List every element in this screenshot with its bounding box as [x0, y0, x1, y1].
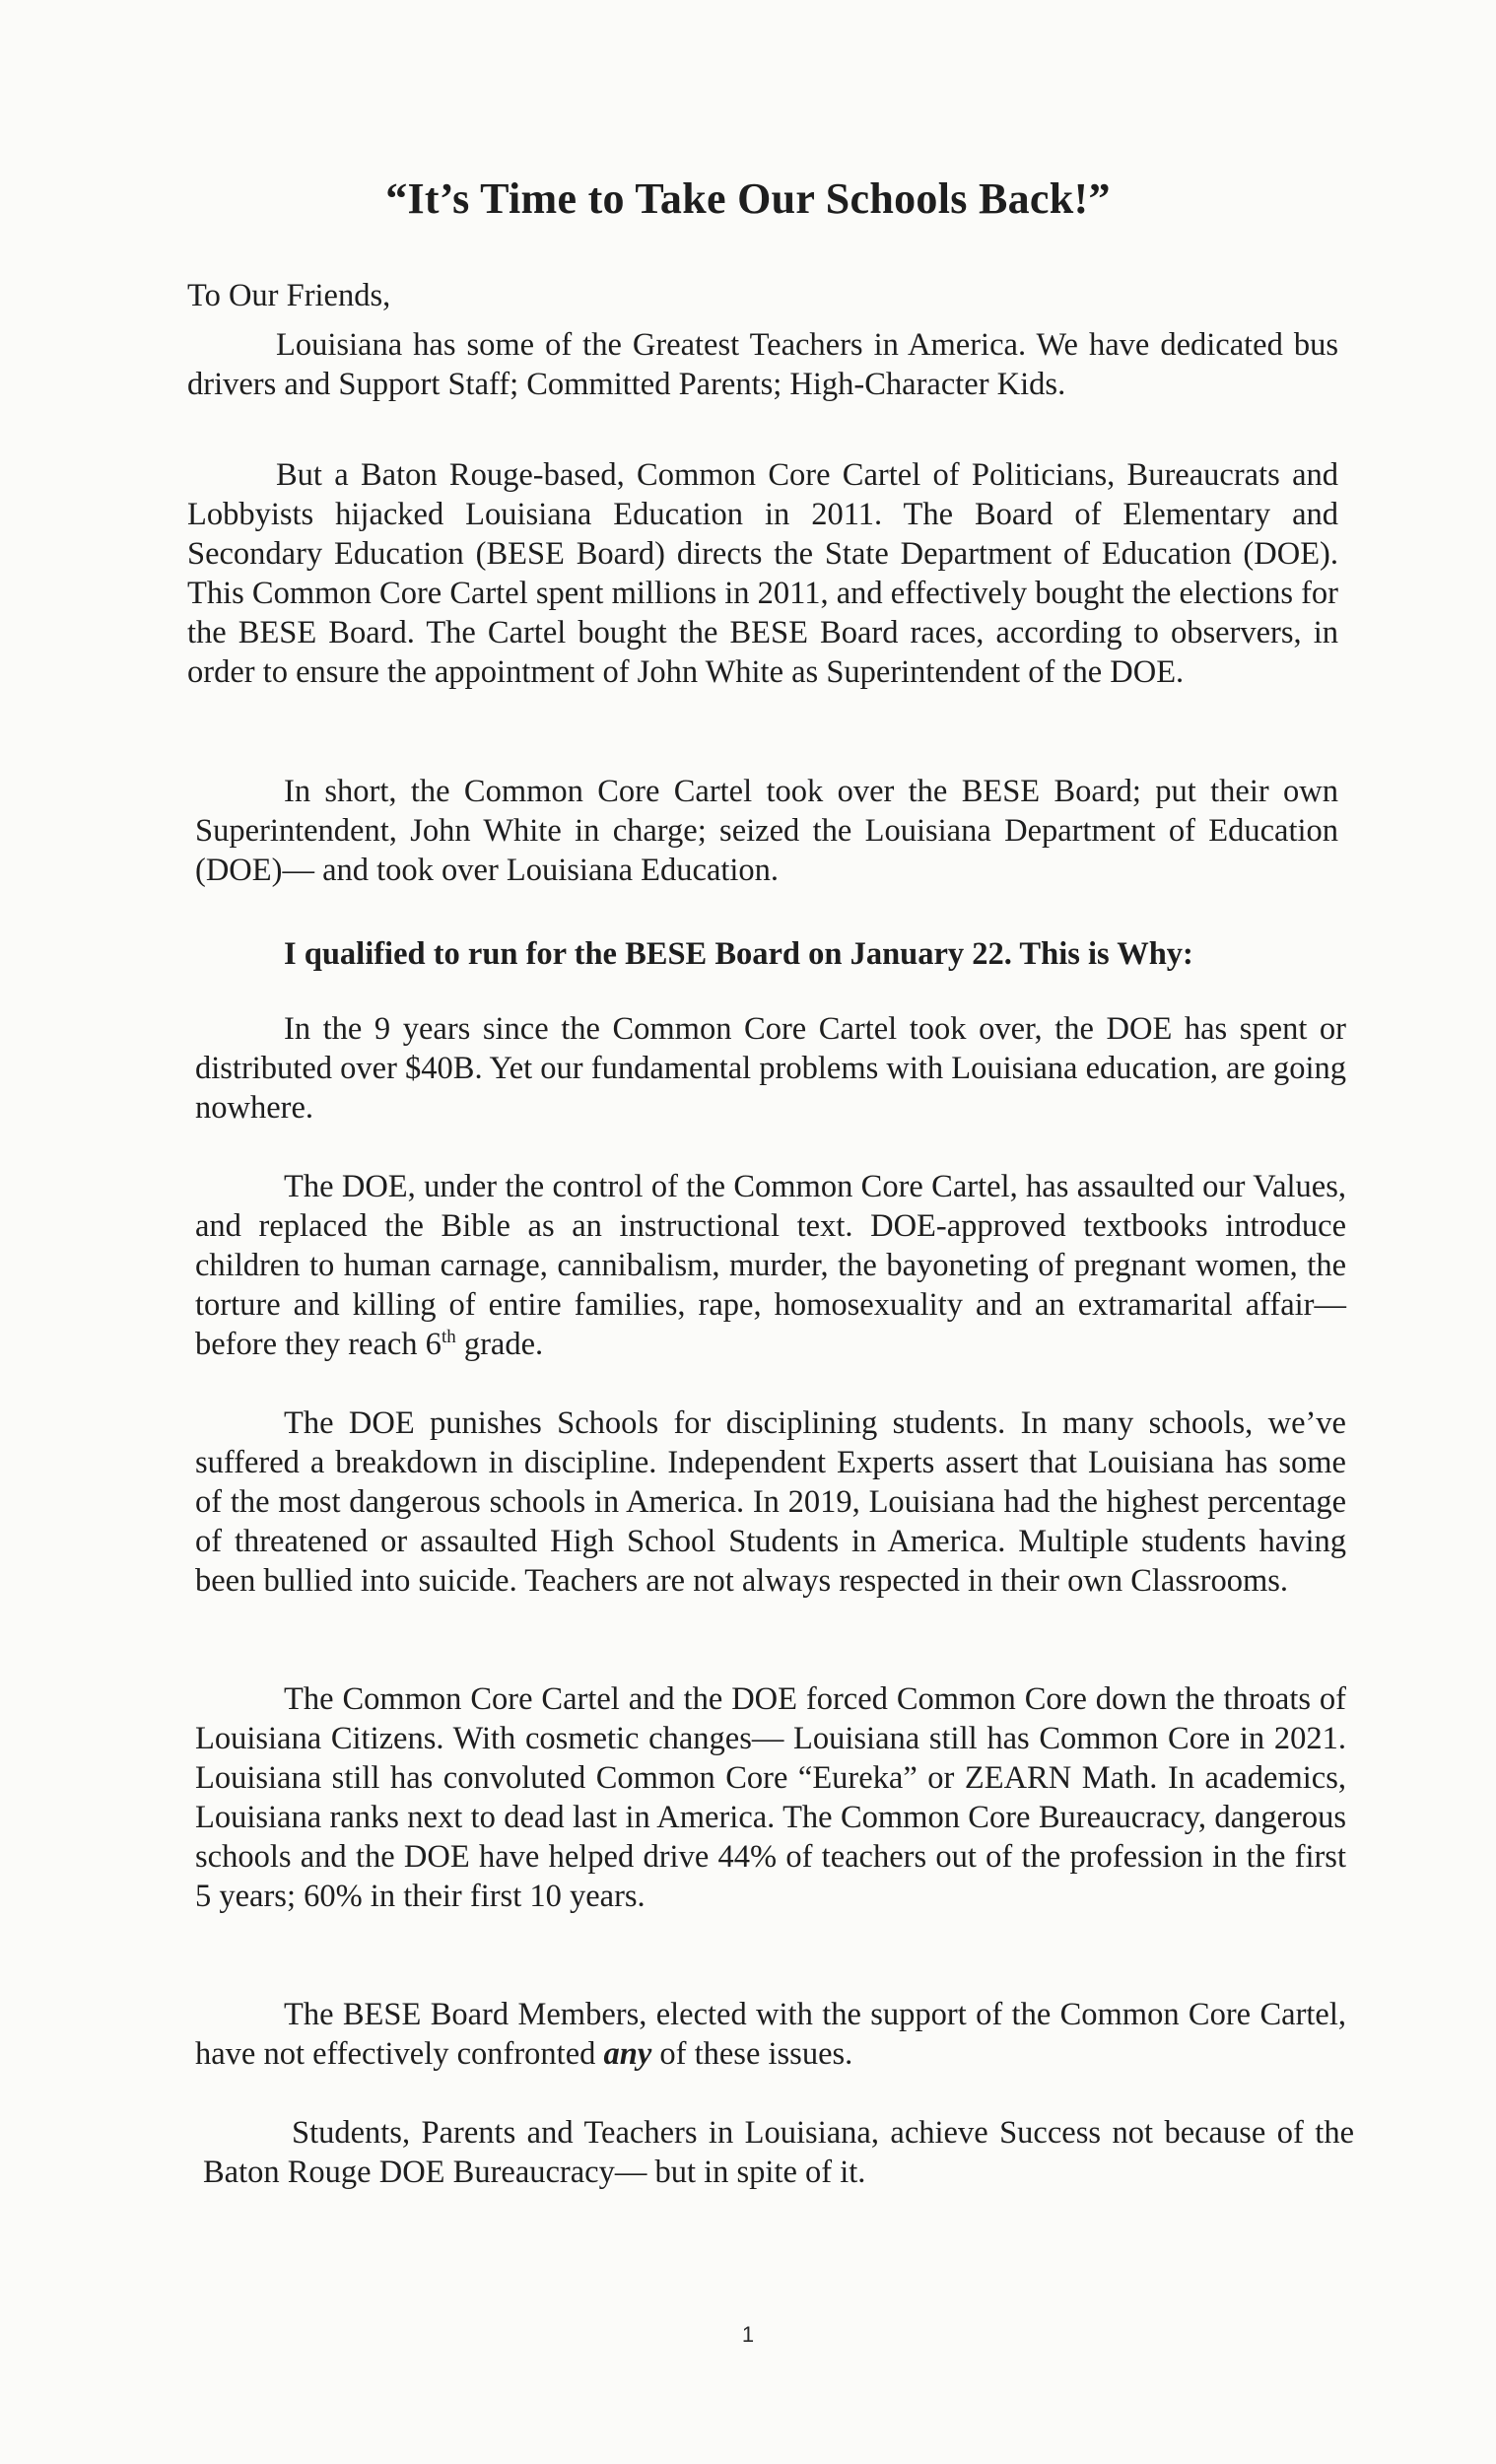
section-heading: I qualified to run for the BESE Board on January 22. This is Why: [284, 936, 1193, 972]
paragraph-2: But a Baton Rouge-based, Common Core Cartel of Politicians, Bureaucrats and Lobbyists hijacked Louisiana Education in 2011. The Board of Elementary and Secondary Education (BESE Board) directs the State Department of Education (DOE). This Common Core Cartel spent millions in 2011, and effectively bought the elections for the BESE Board. The Cartel bought the BESE Board races, according to observers, in order to ensure the appointment of John White as Superintendent of the DOE. [187, 457, 1338, 690]
paragraph-8: The BESE Board Members, elected with the support of the Common Core Cartel, have not effectively confronted any of these issues. [195, 1997, 1346, 2072]
letter-title: “It’s Time to Take Our Schools Back!” [385, 174, 1111, 223]
paragraph-7: The Common Core Cartel and the DOE forced Common Core down the throats of Louisiana Citizens. With cosmetic changes— Louisiana still has Common Core in 2021. Louisiana still has convoluted Common Core “Eureka” or ZEARN Math. In academics, Louisiana ranks next to dead last in America. The Common Core Bureaucracy, dangerous schools and the DOE have helped drive 44% of teachers out of the profession in the first 5 years; 60% in their first 10 years. [195, 1681, 1346, 1914]
paragraph-1: Louisiana has some of the Greatest Teachers in America. We have dedicated bus drivers and Support Staff; Committed Parents; High-Character Kids. [187, 327, 1338, 402]
emphasis-any: any [603, 2036, 652, 2072]
paragraph-3: In short, the Common Core Cartel took over the BESE Board; put their own Superintendent, John White in charge; seized the Louisiana Department of Education (DOE)— and took over Louisiana Education. [195, 774, 1338, 888]
ordinal-superscript: th [441, 1327, 456, 1348]
paragraph-5: The DOE, under the control of the Common Core Cartel, has assaulted our Values, and replaced the Bible as an instructional text. DOE-approved textbooks introduce children to human carnage, cannibalism, murder, the bayoneting of pregnant women, the torture and killing of entire families, rape, homosexuality and an extramarital affair— before they reach 6th grade. [195, 1169, 1346, 1362]
paragraph-6: The DOE punishes Schools for disciplining students. In many schools, we’ve suffered a breakdown in discipline. Independent Experts assert that Louisiana has some of the most dangerous schools in America. In 2019, Louisiana had the highest percentage of threatened or assaulted High School Students in America. Multiple students having been bullied into suicide. Teachers are not always respected in their own Classrooms. [195, 1405, 1346, 1599]
greeting: To Our Friends, [187, 278, 391, 313]
page-number: 1 [741, 2322, 755, 2347]
paragraph-9: Students, Parents and Teachers in Louisiana, achieve Success not because of the Baton Rouge DOE Bureaucracy— but in spite of it. [203, 2115, 1354, 2190]
paragraph-4: In the 9 years since the Common Core Cartel took over, the DOE has spent or distributed over $40B. Yet our fundamental problems with Louisiana education, are going nowhere. [195, 1011, 1346, 1126]
